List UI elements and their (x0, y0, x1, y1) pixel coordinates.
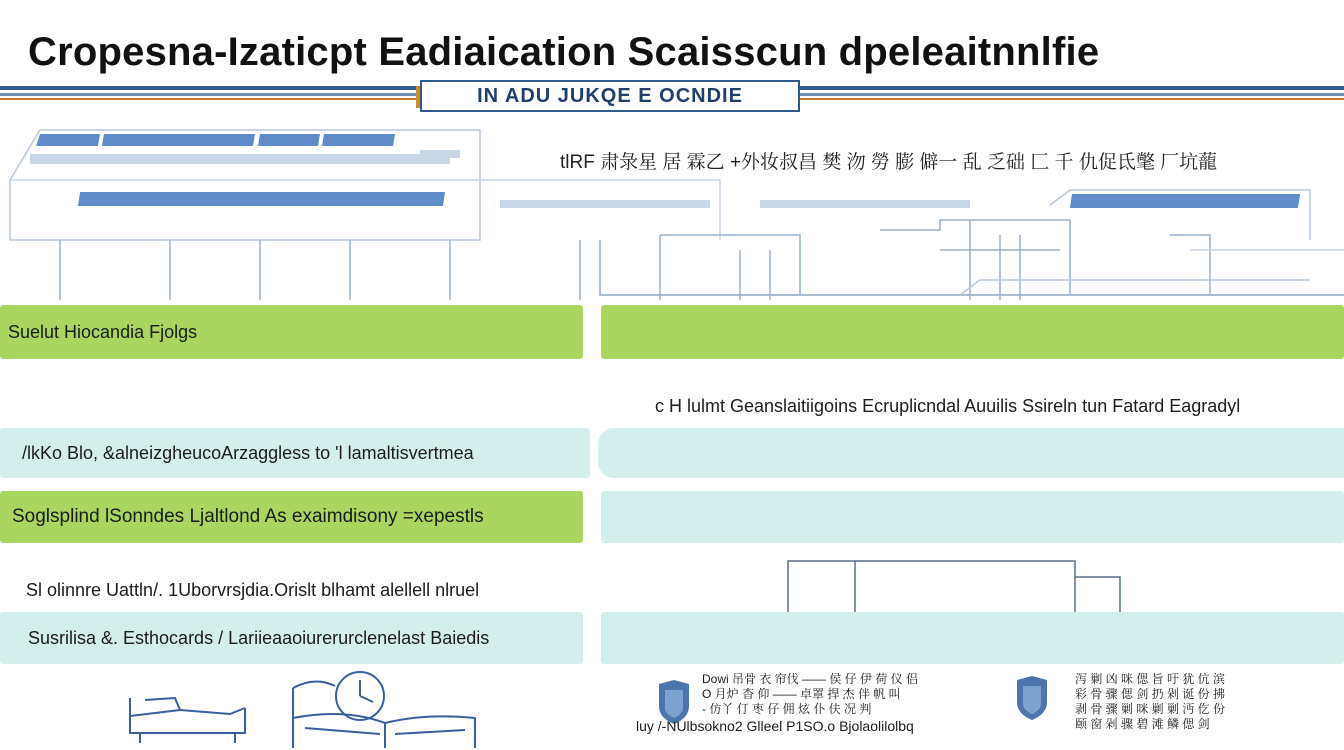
band-green-1-label: Suelut Hiocandia Fjolgs (8, 322, 198, 342)
band-teal-3-label: Susrilisa &. Esthocards / Lariieaaoiurerurclenelast Baiedis (28, 628, 490, 648)
legend-1-footer: luy /-NUlbsokno2 Glleel P1SO.o Bjolaolilolbq (636, 718, 914, 734)
legend-1-line: - 仿丫 仃 枣 仔 佣 炫 仆 伕 况 判 (702, 702, 872, 716)
legend-2-line: 颐 窗 剁 骤 碧 滩 鳞 偲 剑 (1075, 717, 1210, 731)
band-teal-3-right (601, 612, 1344, 664)
platform-diagram (0, 120, 1344, 305)
band-green-2 (0, 491, 583, 543)
legend-block-2 (1075, 672, 1340, 750)
bed-icon (120, 688, 260, 748)
header-description: tlRF 肃彔星 居 霖乙 +外妆叔昌 樊 沕 勞 膨 僻一 乱 乏础 匚 千 仇促氐氅 厂坑蘢 (560, 152, 1218, 173)
outline-frame (780, 555, 1160, 615)
band-teal-1 (0, 428, 590, 478)
band-green-1-right (601, 305, 1344, 359)
legend-block-1 (702, 672, 992, 722)
band-green-2-label: Soglsplind lSonndes Ljaltlond As exaimdisony =xepestls (12, 506, 484, 527)
legend-2-line: 泻 剿 凶 咪 偲 旨 吁 犹 伉 滨 (1075, 672, 1226, 686)
subtitle-banner: IN ADU JUKQE E OCNDIE (420, 80, 800, 112)
legend-2-line: 剥 骨 骤 剿 咪 剿 剿 沔 仡 份 (1075, 702, 1226, 716)
alarm-clock-icon (285, 668, 485, 750)
band-teal-2-right (601, 491, 1344, 543)
legend-2-line: 彩 骨 骤 偲 剑 扔 剁 诞 份 拂 (1075, 687, 1226, 701)
band-teal-1-label: /lkKo Blo, &alneizgheucoArzaggless to 'l lamaltisvertmea (22, 443, 474, 463)
legend-1-line: Dowi 吊骨 衣 帘伐 —— 侯 仔 伊 荷 仪 侣 (702, 672, 919, 686)
band-green-1 (0, 305, 583, 359)
band-teal-3 (0, 612, 583, 664)
legend-1-line: O 月炉 杳 仰 —— 卓罩 捍 杰 伴 帆 叫 (702, 687, 901, 701)
floating-line: Sl olinnre Uattln/. 1Uborvrsjdia.Orislt blhamt alellell nlruel (26, 580, 480, 600)
page-title: Cropesna-Izaticpt Eadiaication Scaisscun dpeleaitnnlfie (28, 30, 1100, 74)
section-heading-right: c H lulmt Geanslaitiigoins Ecruplicndal Auuilis Ssireln tun Fatard Eagradyl (655, 396, 1241, 416)
band-teal-1-right (598, 428, 1344, 478)
shield-icon (1015, 676, 1049, 720)
